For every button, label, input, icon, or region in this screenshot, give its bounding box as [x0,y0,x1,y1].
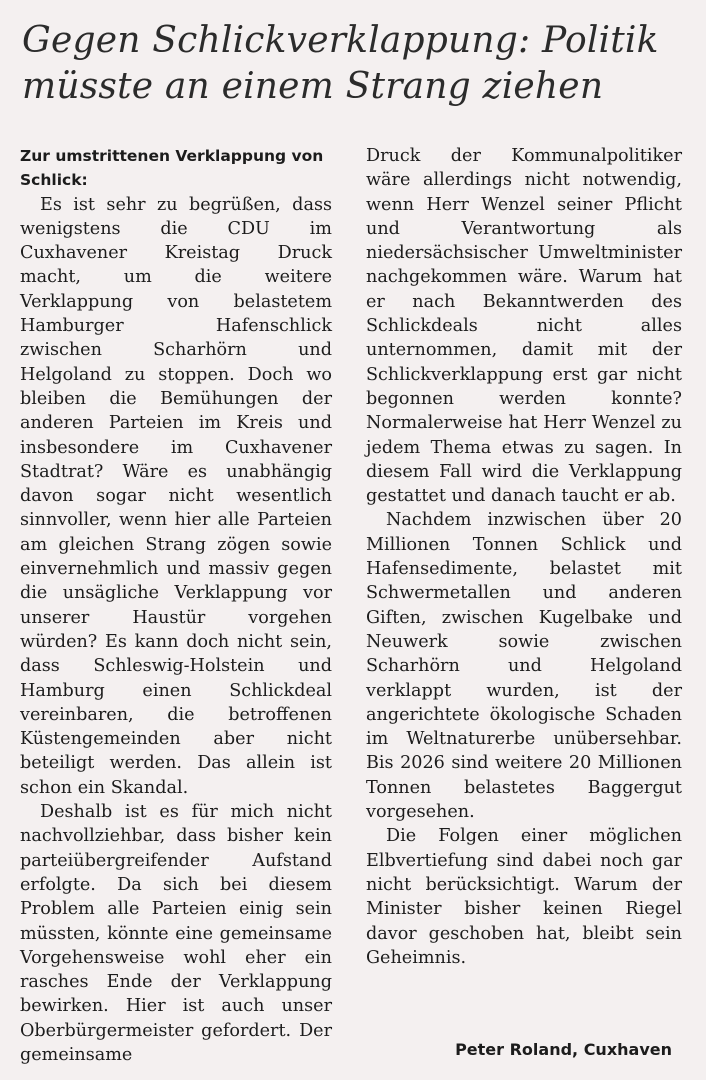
paragraph: Deshalb ist es für mich nicht nachvollziehbar, dass bisher kein parteiübergreifender Aufstand erfolgte. Da sich bei diesem Problem alle Parteien einig sein müssten, könnte eine gemeinsame Vorgehensweise wohl eher ein rasches Ende der Verklappung bewirken. Hier ist auch unser Oberbürgermeister gefordert. Der gemeinsame [20,802,332,1065]
lead-line: Zur umstrittenen Verklappung von Schlick: [20,147,324,190]
headline: Gegen Schlickverklappung: Politik müsste an einem Strang ziehen [22,20,659,107]
author-signature: Peter Roland, Cuxhaven [455,1040,672,1059]
paragraph: Es ist sehr zu begrüßen, dass wenigstens die CDU im Cuxhavener Kreistag Druck macht, um die weitere Verklappung von belastetem Hamburger Hafenschlick zwischen Scharhörn und Helgoland zu stoppen. Doch wo bleiben die Bemühungen der anderen Parteien im Kreis und insbesondere im Cuxhavener Stadtrat? Wäre es unabhängig davon sogar nicht wesentlich sinnvoller, wenn hier alle Parteien am gleichen Strang zögen sowie einvernehmlich und massiv gegen die unsägliche Verklappung vor unserer Haustür vorgehen würden? Es kann doch nicht sein, dass Schleswig-Holstein und Hamburg einen Schlickdeal vereinbaren, die betroffenen Küstengemeinden aber nicht beteiligt werden. Das allein ist schon ein Skandal. [20,194,332,798]
text-column-right [366,144,682,970]
paragraph: Nachdem inzwischen über 20 Millionen Tonnen Schlick und Hafensedimente, belastet mit Schwermetallen und anderen Giften, zwischen Kugelbake und Neuwerk sowie zwischen Scharhörn und Helgoland verklappt wurden, ist der angerichtete ökologische Schaden im Weltnaturerbe unübersehbar. Bis 2026 sind weitere 20 Millionen Tonnen belastetes Baggergut vorgesehen. [366,510,682,823]
paragraph: Die Folgen einer möglichen Elbvertiefung sind dabei noch gar nicht berücksichtigt. Warum der Minister bisher keinen Riegel davor geschoben hat, bleibt sein Geheimnis. [366,826,682,968]
paragraph: Druck der Kommunalpolitiker wäre allerdings nicht notwendig, wenn Herr Wenzel seiner Pflicht und Verantwortung als niedersächsischer Umweltminister nachgekommen wäre. Warum hat er nach Bekanntwerden des Schlickdeals nicht alles unternommen, damit mit der Schlickverklappung erst gar nicht begonnen werden konnte? Normalerweise hat Herr Wenzel zu jedem Thema etwas zu sagen. In diesem Fall wird die Verklappung gestattet und danach taucht er ab. [366,146,682,507]
text-column-left [20,144,332,1067]
